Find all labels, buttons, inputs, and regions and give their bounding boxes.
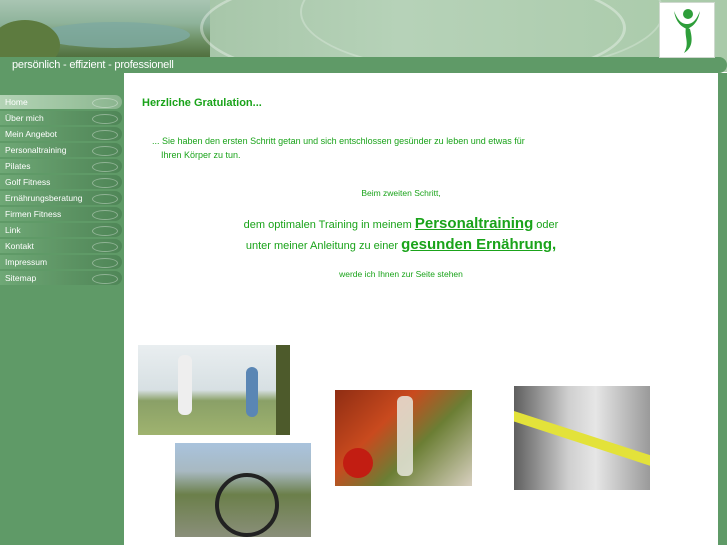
training-line-suffix: oder — [533, 219, 559, 231]
nav-item-kontakt[interactable] — [0, 239, 122, 253]
gesunde-ernaehrung-link[interactable]: gesunden Ernährung — [401, 236, 552, 253]
nav-item-label: Über mich — [5, 113, 44, 123]
nav-item-personaltraining[interactable] — [0, 143, 122, 157]
training-line — [138, 215, 664, 232]
nav-item-ernaehrungsberatung[interactable] — [0, 191, 122, 205]
figure-logo-icon — [660, 3, 714, 57]
logo[interactable] — [659, 2, 715, 58]
nav-item-label: Personaltraining — [5, 145, 67, 155]
page-title: Herzliche Gratulation... — [142, 97, 262, 109]
nav-item-label: Link — [5, 225, 21, 235]
nav-item-label: Mein Angebot — [5, 129, 57, 139]
nav-item-label: Pilates — [5, 161, 31, 171]
nav-item-link[interactable] — [0, 223, 122, 237]
nav-item-ueber-mich[interactable] — [0, 111, 122, 125]
intro-line-2: Ihren Körper zu tun. — [161, 149, 241, 160]
nav-item-label: Sitemap — [5, 273, 37, 283]
nutrition-line-prefix: unter meiner Anleitung zu einer — [245, 240, 402, 252]
nav-item-mein-angebot[interactable] — [0, 127, 122, 141]
header-lake-photo — [0, 0, 210, 58]
nav-item-golf-fitness[interactable] — [0, 175, 122, 189]
tagline: persönlich - effizient - professionell — [12, 59, 174, 71]
nav-item-label: Impressum — [5, 257, 48, 267]
personaltraining-link[interactable]: Personaltraining — [414, 215, 534, 232]
nav-item-label: Firmen Fitness — [5, 209, 62, 219]
measuring-tape-photo — [514, 386, 650, 490]
nav-item-label: Ernährungsberatung — [5, 193, 83, 203]
main-nav — [0, 95, 124, 287]
cycling-photo — [175, 443, 311, 537]
golf-photo — [138, 345, 290, 435]
nav-item-label: Kontakt — [5, 241, 34, 251]
nutrition-line-suffix: , — [552, 236, 557, 253]
intro-text — [152, 135, 552, 162]
nav-item-pilates[interactable] — [0, 159, 122, 173]
nav-item-firmen-fitness[interactable] — [0, 207, 122, 221]
intro-line-1: ... Sie haben den ersten Schritt getan und sich entschlossen gesünder zu leben und etwas für — [152, 136, 525, 146]
healthy-food-photo — [335, 390, 472, 486]
nav-item-home[interactable] — [0, 95, 122, 109]
nutrition-line — [138, 236, 664, 253]
training-line-prefix: dem optimalen Training in meinem — [243, 219, 415, 231]
nav-item-sitemap[interactable] — [0, 271, 122, 285]
right-border — [718, 73, 727, 545]
nav-item-impressum[interactable] — [0, 255, 122, 269]
nav-item-label: Home — [5, 97, 28, 107]
step-text: Beim zweiten Schritt, — [361, 188, 441, 198]
closing-text: werde ich Ihnen zur Seite stehen — [339, 269, 463, 279]
nav-item-label: Golf Fitness — [5, 177, 51, 187]
